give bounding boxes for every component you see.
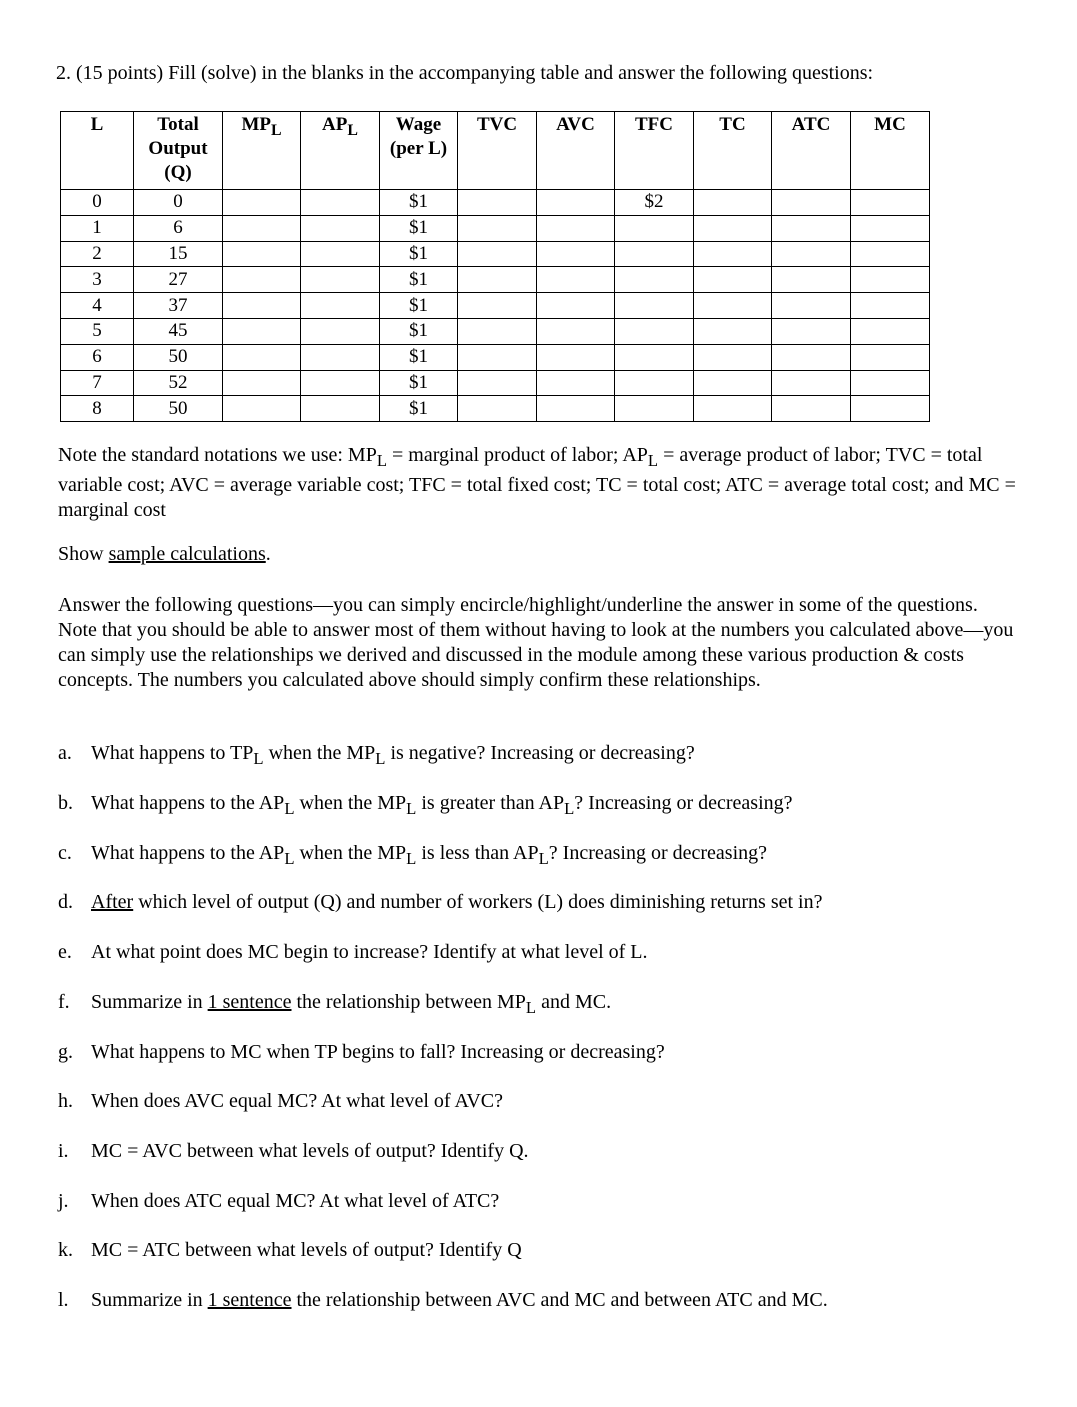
cell-apl (301, 293, 380, 319)
cell-avc (537, 396, 615, 422)
cell-tvc (458, 241, 537, 267)
cell-q: 52 (134, 370, 223, 396)
table-row (61, 396, 930, 422)
cell-wage: $1 (380, 190, 458, 216)
cell-l: 8 (61, 396, 134, 422)
cell-l: 4 (61, 293, 134, 319)
cell-tvc (458, 318, 537, 344)
cell-mpl (223, 318, 301, 344)
header-tc: TC (694, 112, 772, 190)
header-atc: ATC (772, 112, 851, 190)
question-g: g. What happens to MC when TP begins to fall? Increasing or decreasing? (58, 1041, 665, 1063)
cell-atc (772, 215, 851, 241)
cell-tc (694, 396, 772, 422)
cell-avc (537, 215, 615, 241)
cell-avc (537, 344, 615, 370)
cell-atc (772, 318, 851, 344)
header-avc: AVC (537, 112, 615, 190)
cell-l: 1 (61, 215, 134, 241)
cell-atc (772, 267, 851, 293)
cell-atc (772, 396, 851, 422)
cell-apl (301, 267, 380, 293)
cell-apl (301, 318, 380, 344)
cell-avc (537, 370, 615, 396)
cell-tfc (615, 267, 694, 293)
cell-tvc (458, 370, 537, 396)
cell-q: 0 (134, 190, 223, 216)
cell-tvc (458, 215, 537, 241)
header-mc: MC (851, 112, 930, 190)
cell-tc (694, 370, 772, 396)
cell-mpl (223, 267, 301, 293)
header-tvc: TVC (458, 112, 537, 190)
cell-tc (694, 293, 772, 319)
cell-l: 2 (61, 241, 134, 267)
cell-wage: $1 (380, 396, 458, 422)
cell-q: 50 (134, 396, 223, 422)
cell-mc (851, 215, 930, 241)
question-j: j. When does ATC equal MC? At what level of ATC? (58, 1190, 500, 1212)
question-heading: 2. (15 points) Fill (solve) in the blanks in the accompanying table and answer the following questions: (56, 62, 874, 84)
cell-tc (694, 344, 772, 370)
cell-tfc (615, 396, 694, 422)
cell-tc (694, 241, 772, 267)
sample-calculations-line: Show sample calculations. (58, 543, 271, 565)
cell-l: 7 (61, 370, 134, 396)
table-row (61, 344, 930, 370)
table-row (61, 190, 930, 216)
cell-q: 50 (134, 344, 223, 370)
question-c: c. What happens to the $AP_L$ when the $MP_L$ is less than $AP_L$? Increasing or decreasing? (58, 842, 768, 868)
table-row (61, 370, 930, 396)
header-apl: $AP_L$ (301, 112, 380, 190)
cell-tvc (458, 396, 537, 422)
question-b: b. What happens to the $AP_L$ when the $MP_L$ is greater than $AP_L$? Increasing or decreasing? (58, 792, 793, 818)
cell-q: 6 (134, 215, 223, 241)
cell-mpl (223, 293, 301, 319)
cell-mc (851, 344, 930, 370)
cell-tfc (615, 318, 694, 344)
table-row (61, 267, 930, 293)
cell-avc (537, 293, 615, 319)
cell-q: 27 (134, 267, 223, 293)
cell-l: 3 (61, 267, 134, 293)
cell-atc (772, 344, 851, 370)
cell-avc (537, 190, 615, 216)
header-tfc: TFC (615, 112, 694, 190)
cell-mc (851, 241, 930, 267)
cell-tc (694, 190, 772, 216)
question-i: i. MC = AVC between what levels of output? Identify Q. (58, 1140, 529, 1162)
cell-mpl (223, 190, 301, 216)
cell-mc (851, 293, 930, 319)
cell-tvc (458, 293, 537, 319)
header-mpl: $MP_L$ (223, 112, 301, 190)
cell-apl (301, 190, 380, 216)
cell-avc (537, 241, 615, 267)
cell-wage: $1 (380, 370, 458, 396)
cell-avc (537, 267, 615, 293)
notation-note: Note the standard notations we use: $MP_L$ = marginal product of labor; $AP_L$ = average product of labor; TVC = total variable cost; AVC = average variable cost; TFC = total fixed cost; TC = total cost; ATC = average total cost; and MC = marginal cost (58, 444, 1016, 521)
cell-atc (772, 241, 851, 267)
cell-tvc (458, 344, 537, 370)
cell-tc (694, 215, 772, 241)
cell-tfc: $2 (615, 190, 694, 216)
cell-tfc (615, 215, 694, 241)
cell-mpl (223, 241, 301, 267)
cell-l: 0 (61, 190, 134, 216)
cell-avc (537, 318, 615, 344)
cell-tvc (458, 267, 537, 293)
cell-atc (772, 190, 851, 216)
cell-tc (694, 318, 772, 344)
cell-mc (851, 318, 930, 344)
cell-q: 15 (134, 241, 223, 267)
table-row (61, 215, 930, 241)
table-header-row (61, 112, 930, 190)
cell-wage: $1 (380, 318, 458, 344)
cell-mc (851, 370, 930, 396)
cell-apl (301, 344, 380, 370)
cell-tfc (615, 293, 694, 319)
cell-mpl (223, 370, 301, 396)
cell-mpl (223, 344, 301, 370)
cell-wage: $1 (380, 215, 458, 241)
cell-wage: $1 (380, 293, 458, 319)
question-e: e. At what point does MC begin to increase? Identify at what level of L. (58, 941, 648, 963)
cell-apl (301, 396, 380, 422)
cell-tvc (458, 190, 537, 216)
cost-table (60, 111, 930, 422)
cell-atc (772, 293, 851, 319)
cell-tfc (615, 370, 694, 396)
header-total-output: Total Output (Q) (134, 112, 223, 190)
cell-atc (772, 370, 851, 396)
cell-wage: $1 (380, 241, 458, 267)
cell-l: 6 (61, 344, 134, 370)
question-f: f. Summarize in 1 sentence the relationship between $MP_L$ and MC. (58, 991, 612, 1017)
cell-tfc (615, 241, 694, 267)
cell-wage: $1 (380, 267, 458, 293)
question-d: d. After which level of output (Q) and number of workers (L) does diminishing returns set in? (58, 891, 823, 913)
question-h: h. When does AVC equal MC? At what level of AVC? (58, 1090, 503, 1112)
cell-apl (301, 370, 380, 396)
table-row (61, 293, 930, 319)
cell-apl (301, 241, 380, 267)
cell-tfc (615, 344, 694, 370)
cell-mpl (223, 215, 301, 241)
header-l: L (61, 112, 134, 190)
cell-mc (851, 190, 930, 216)
cell-mc (851, 396, 930, 422)
question-k: k. MC = ATC between what levels of output? Identify Q (58, 1239, 522, 1261)
question-l: l. Summarize in 1 sentence the relationship between AVC and MC and between ATC and MC. (58, 1289, 828, 1311)
header-wage: Wage (per L) (380, 112, 458, 190)
question-a: a. What happens to $TP_L$ when the $MP_L$ is negative? Increasing or decreasing? (58, 742, 695, 768)
answer-instructions: Answer the following questions—you can simply encircle/highlight/underline the answer in some of the questions. Note that you should be able to answer most of them without having to look at the numbers you calculated above—you can simply use the relationships we derived and discussed in the module among these various production & costs concepts. The numbers you calculated above should simply confirm these relationships. (58, 594, 1014, 691)
cell-tc (694, 267, 772, 293)
cell-apl (301, 215, 380, 241)
cell-q: 45 (134, 318, 223, 344)
cell-q: 37 (134, 293, 223, 319)
table-row (61, 241, 930, 267)
cell-l: 5 (61, 318, 134, 344)
table-row (61, 318, 930, 344)
cell-mc (851, 267, 930, 293)
cell-wage: $1 (380, 344, 458, 370)
cell-mpl (223, 396, 301, 422)
